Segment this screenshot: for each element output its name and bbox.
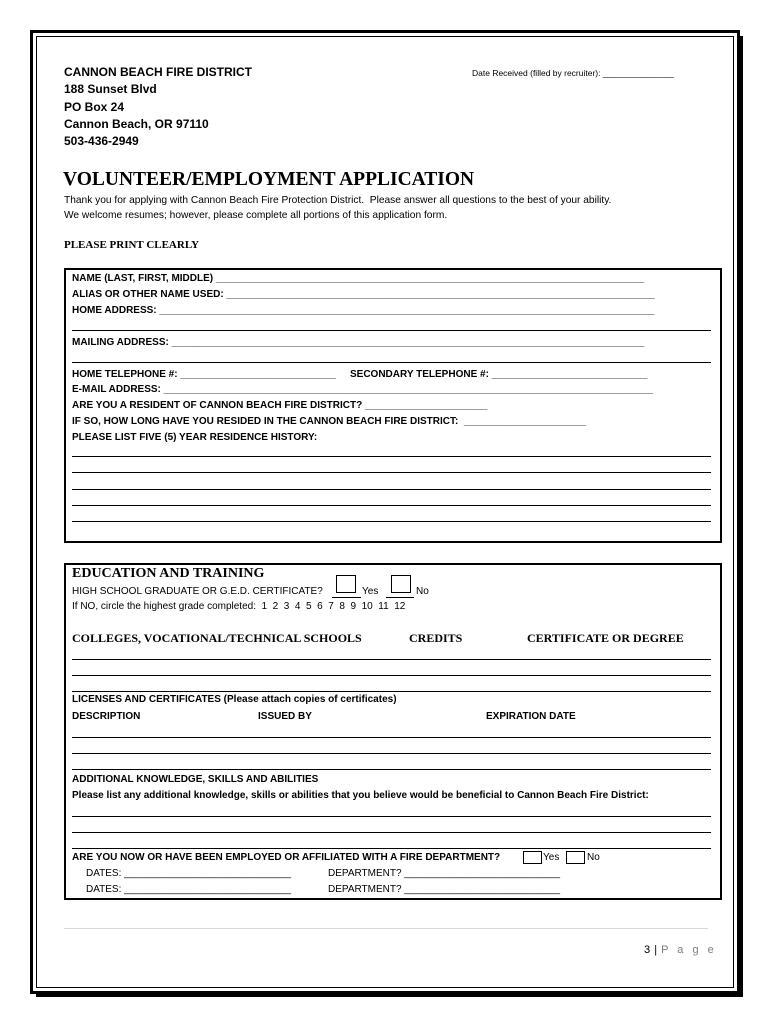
dates-field-1[interactable]: DATES: ______________________________ bbox=[86, 868, 291, 879]
schools-line-2[interactable] bbox=[72, 675, 711, 676]
fire-dept-yes-checkbox[interactable] bbox=[523, 851, 542, 864]
schools-line-1[interactable] bbox=[72, 659, 711, 660]
alias-field[interactable]: ALIAS OR OTHER NAME USED: _____________________________________________________________________________ bbox=[72, 289, 655, 300]
hs-yes-underline bbox=[332, 597, 361, 598]
mailing-address-extra-line[interactable] bbox=[72, 362, 711, 363]
col-certificate-header: CERTIFICATE OR DEGREE bbox=[527, 631, 684, 645]
print-clearly-note: PLEASE PRINT CLEARLY bbox=[64, 239, 200, 251]
col-issued-by-header: ISSUED BY bbox=[258, 711, 312, 722]
org-phone: 503-436-2949 bbox=[64, 134, 139, 148]
grade-completed-prompt[interactable]: If NO, circle the highest grade completed: 1 2 3 4 5 6 7 8 9 10 11 12 bbox=[72, 601, 406, 612]
dates-field-2[interactable]: DATES: ______________________________ bbox=[86, 884, 291, 895]
hs-no-label: No bbox=[416, 586, 429, 597]
secondary-phone-field[interactable]: SECONDARY TELEPHONE #: ____________________________ bbox=[350, 369, 648, 380]
org-street: 188 Sunset Blvd bbox=[64, 82, 157, 96]
intro-line-1: Thank you for applying with Cannon Beach Fire Protection District. Please answer all questions to the best of your ability. bbox=[64, 195, 612, 206]
skills-line-3[interactable] bbox=[72, 848, 711, 849]
page-separator: | bbox=[654, 944, 658, 956]
fire-dept-yes-label: Yes bbox=[543, 852, 560, 863]
residence-history-label: PLEASE LIST FIVE (5) YEAR RESIDENCE HISTORY: bbox=[72, 432, 318, 443]
page-border-shadow-bottom bbox=[36, 994, 743, 997]
intro-line-2: We welcome resumes; however, please complete all portions of this application form. bbox=[64, 210, 448, 221]
hs-no-underline bbox=[386, 597, 414, 598]
page-word: P a g e bbox=[661, 944, 717, 956]
residence-length-field[interactable]: IF SO, HOW LONG HAVE YOU RESIDED IN THE CANNON BEACH FIRE DISTRICT: ______________________ bbox=[72, 416, 587, 427]
page-border-shadow-right bbox=[740, 36, 743, 997]
hs-no-checkbox[interactable] bbox=[391, 575, 411, 593]
education-heading: EDUCATION AND TRAINING bbox=[72, 566, 265, 581]
residence-history-line-1[interactable] bbox=[72, 456, 711, 457]
footer-divider bbox=[64, 928, 708, 929]
hs-graduate-question: HIGH SCHOOL GRADUATE OR G.E.D. CERTIFICATE? bbox=[72, 586, 323, 597]
skills-line-2[interactable] bbox=[72, 832, 711, 833]
org-po-box: PO Box 24 bbox=[64, 100, 125, 114]
additional-skills-heading: ADDITIONAL KNOWLEDGE, SKILLS AND ABILITIES bbox=[72, 774, 319, 785]
schools-line-3[interactable] bbox=[72, 691, 711, 692]
home-phone-field[interactable]: HOME TELEPHONE #: ____________________________ bbox=[72, 369, 337, 380]
org-name: CANNON BEACH FIRE DISTRICT bbox=[64, 65, 252, 79]
licenses-line-2[interactable] bbox=[72, 753, 711, 754]
page-number: 3 bbox=[644, 944, 651, 956]
email-field[interactable]: E-MAIL ADDRESS: ________________________________________________________________________________________ bbox=[72, 384, 654, 395]
licenses-heading: LICENSES AND CERTIFICATES (Please attach copies of certificates) bbox=[72, 694, 397, 705]
licenses-line-1[interactable] bbox=[72, 737, 711, 738]
org-city: Cannon Beach, OR 97110 bbox=[64, 117, 209, 131]
residence-history-line-2[interactable] bbox=[72, 472, 711, 473]
fire-dept-question: ARE YOU NOW OR HAVE BEEN EMPLOYED OR AFFILIATED WITH A FIRE DEPARTMENT? bbox=[72, 852, 501, 863]
fire-dept-no-checkbox[interactable] bbox=[566, 851, 585, 864]
col-expiration-header: EXPIRATION DATE bbox=[486, 711, 576, 722]
resident-field[interactable]: ARE YOU A RESIDENT OF CANNON BEACH FIRE DISTRICT? ______________________ bbox=[72, 400, 488, 411]
residence-history-line-3[interactable] bbox=[72, 489, 711, 490]
department-field-2[interactable]: DEPARTMENT? ____________________________ bbox=[328, 884, 561, 895]
skills-line-1[interactable] bbox=[72, 816, 711, 817]
residence-history-line-4[interactable] bbox=[72, 505, 711, 506]
page-title: VOLUNTEER/EMPLOYMENT APPLICATION bbox=[63, 169, 475, 190]
home-address-extra-line[interactable] bbox=[72, 330, 711, 331]
page-footer bbox=[644, 944, 717, 956]
hs-yes-checkbox[interactable] bbox=[336, 575, 356, 593]
additional-skills-prompt: Please list any additional knowledge, skills or abilities that you believe would be beneficial to Cannon Beach Fire District: bbox=[72, 790, 649, 801]
education-box bbox=[64, 563, 722, 900]
col-schools-header: COLLEGES, VOCATIONAL/TECHNICAL SCHOOLS bbox=[72, 631, 362, 645]
date-received-field[interactable]: Date Received (filled by recruiter): _______________ bbox=[472, 68, 674, 78]
residence-history-line-5[interactable] bbox=[72, 521, 711, 522]
department-field-1[interactable]: DEPARTMENT? ____________________________ bbox=[328, 868, 561, 879]
col-description-header: DESCRIPTION bbox=[72, 711, 141, 722]
home-address-field[interactable]: HOME ADDRESS: _________________________________________________________________________________________ bbox=[72, 305, 655, 316]
mailing-address-field[interactable]: MAILING ADDRESS: _____________________________________________________________________________________ bbox=[72, 337, 645, 348]
col-credits-header: CREDITS bbox=[409, 631, 463, 645]
fire-dept-no-label: No bbox=[587, 852, 600, 863]
name-field[interactable]: NAME (LAST, FIRST, MIDDLE) _____________________________________________________________________________ bbox=[72, 273, 645, 284]
hs-yes-label: Yes bbox=[362, 586, 379, 597]
licenses-line-3[interactable] bbox=[72, 769, 711, 770]
